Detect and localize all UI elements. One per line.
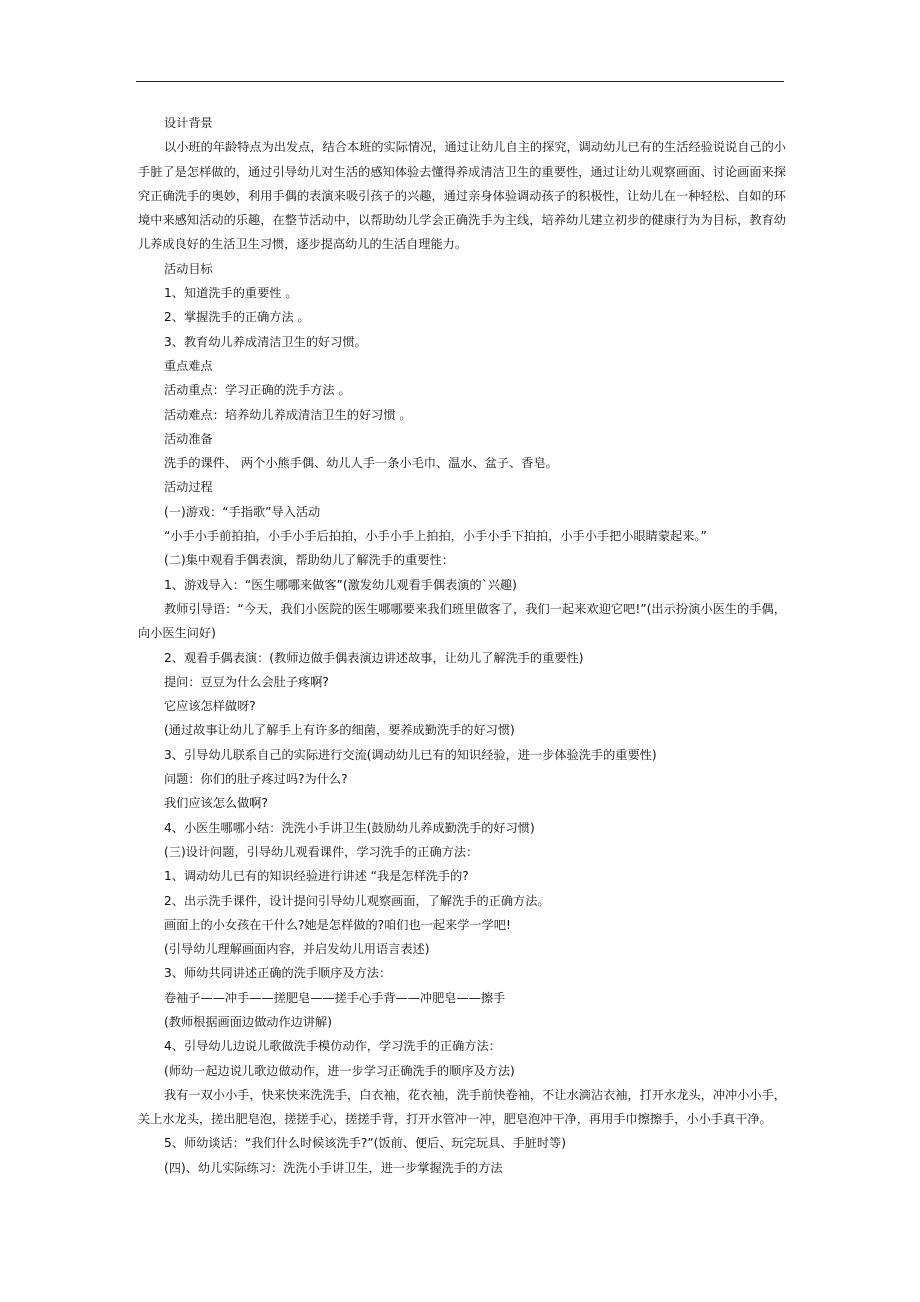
text-line: 1、调动幼儿已有的知识经验进行讲述 “我是怎样洗手的? <box>164 869 469 884</box>
text-line: 1、游戏导入：“医生哪哪来做客”(激发幼儿观看手偶表演的`兴趣) <box>164 577 517 592</box>
text-line: (引导幼儿理解画面内容，并启发幼儿用语言表述) <box>164 942 430 957</box>
text-line: (教师根据画面边做动作边讲解) <box>164 1014 332 1029</box>
body-paragraph: 我有一双小小手，快来快来洗洗手，白衣袖，花衣袖，洗手前快卷袖，不让水滴沾衣袖，打开水龙头，冲冲小小手，关上水龙头，搓出肥皂泡，搓搓手心，搓搓手背，打开水管冲一冲，肥皂泡冲干净，再用手巾擦擦手，小小手真干净。 <box>138 1087 786 1127</box>
text-line: 画面上的小女孩在干什么?她是怎样做的?咱们也一起来学一学吧! <box>164 917 511 932</box>
text-line: 4、小医生哪哪小结：洗洗小手讲卫生(鼓励幼儿养成勤洗手的好习惯) <box>164 820 535 835</box>
text-line: 2、掌握洗手的正确方法 。 <box>164 310 310 325</box>
body-paragraph: 以小班的年龄特点为出发点，结合本班的实际情况，通过让幼儿自主的探究，调动幼儿已有的生活经验说说自己的小手脏了是怎样做的，通过引导幼儿对生活的感知体验去懂得养成清洁卫生的重要性，通过让幼儿观察画面、讨论画面来探究正确洗手的奥妙，利用手偶的表演来吸引孩子的兴趣，通过亲身体验调动孩子的积极性，让幼儿在一种轻松、自如的环境中来感知活动的乐趣，在整节活动中，以帮助幼儿学会正确洗手为主线，培养幼儿建立初步的健康行为为目标，教育幼儿养成良好的生活卫生习惯，逐步提高幼儿的生活自理能力。 <box>138 140 786 252</box>
text-line: 3、教育幼儿养成清洁卫生的好习惯。 <box>164 334 367 349</box>
text-line: 它应该怎样做呀? <box>164 699 256 714</box>
text-line: 2、观看手偶表演：(教师边做手偶表演边讲述故事，让幼儿了解洗手的重要性) <box>164 650 584 665</box>
text-line: 3、师幼共同讲述正确的洗手顺序及方法： <box>164 966 392 981</box>
text-line: 提问：豆豆为什么会肚子疼啊? <box>164 674 329 689</box>
text-line: 2、出示洗手课件，设计提问引导幼儿观察画面，了解洗手的正确方法。 <box>164 893 550 908</box>
text-line: “小手小手前拍拍，小手小手后拍拍，小手小手上拍拍，小手小手下拍拍，小手小手把小眼睛蒙起来。” <box>164 529 707 544</box>
text-line: 1、知道洗手的重要性 。 <box>164 286 298 301</box>
text-line: 卷袖子——冲手——搓肥皂——搓手心手背——冲肥皂——擦手 <box>164 990 506 1005</box>
text-line: 活动难点：培养幼儿养成清洁卫生的好习惯 。 <box>164 407 412 422</box>
text-line: (通过故事让幼儿了解手上有许多的细菌，要养成勤洗手的好习惯) <box>164 723 515 738</box>
text-line: 活动准备 <box>164 431 213 446</box>
document-body <box>138 111 786 1180</box>
text-line: 设计背景 <box>164 116 213 130</box>
body-paragraph: 教师引导语：“今天，我们小医院的医生哪哪要来我们班里做客了，我们一起来欢迎它吧!”(出示扮演小医生的手偶，向小医生问好) <box>138 601 786 641</box>
header-rule <box>136 81 784 82</box>
text-line: 5、师幼谈话：“我们什么时候该洗手?”(饭前、便后、玩完玩具、手脏时等) <box>164 1136 566 1151</box>
text-line: (师幼一起边说儿歌边做动作，进一步学习正确洗手的顺序及方法) <box>164 1063 515 1078</box>
text-line: 活动目标 <box>164 261 213 276</box>
text-line: (三)设计问题，引导幼儿观看课件，学习洗手的正确方法： <box>164 844 479 859</box>
text-line: 洗手的课件、 两个小熊手偶、幼儿人手一条小毛巾、温水、盆子、香皂。 <box>164 456 558 471</box>
text-line: 重点难点 <box>164 358 213 373</box>
text-line: 活动重点：学习正确的洗手方法 。 <box>164 383 351 398</box>
text-line: 我们应该怎么做啊? <box>164 796 268 811</box>
text-line: 问题：你们的肚子疼过吗?为什么? <box>164 772 348 787</box>
text-line: (四)、幼儿实际练习：洗洗小手讲卫生，进一步掌握洗手的方法 <box>164 1160 503 1175</box>
text-line: 3、引导幼儿联系自己的实际进行交流(调动幼儿已有的知识经验，进一步体验洗手的重要性) <box>164 747 657 762</box>
text-line: 活动过程 <box>164 480 213 495</box>
text-line: (一)游戏：“手指歌”导入活动 <box>164 504 321 519</box>
text-line: 4、引导幼儿边说儿歌做洗手模仿动作，学习洗手的正确方法： <box>164 1039 501 1054</box>
text-line: (二)集中观看手偶表演，帮助幼儿了解洗手的重要性： <box>164 553 454 568</box>
